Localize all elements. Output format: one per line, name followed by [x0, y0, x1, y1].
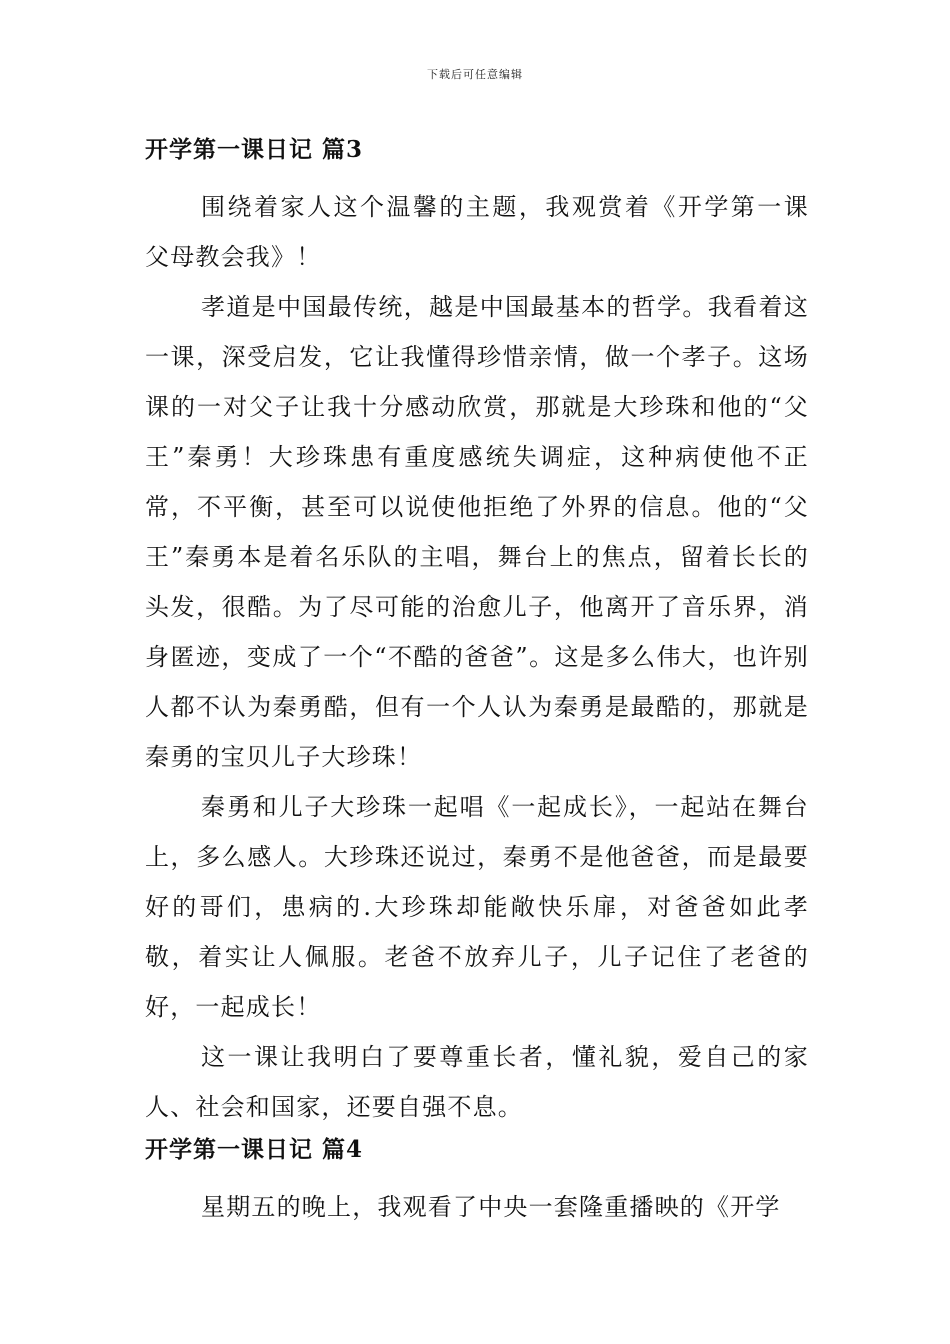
paragraph: 围绕着家人这个温馨的主题，我观赏着《开学第一课 父母教会我》！: [145, 193, 809, 271]
section-3: [145, 132, 809, 1132]
section-4: [145, 1132, 809, 1232]
section-heading: 开学第一课日记 篇3: [145, 136, 364, 163]
paragraph: 秦勇和儿子大珍珠一起唱《一起成长》，一起站在舞台上，多么感人。大珍珠还说过，秦勇不是他爸爸，而是最要好的哥们，患病的.大珍珠却能敞快乐扉，对爸爸如此孝敬，着实让人佩服。老爸不放弃儿子，儿子记住了老爸的好，一起成长！: [145, 793, 809, 1021]
paragraph: 孝道是中国最传统，越是中国最基本的哲学。我看着这一课，深受启发，它让我懂得珍惜亲情，做一个孝子。这场课的一对父子让我十分感动欣赏，那就是大珍珠和他的“父王”秦勇！大珍珠患有重度感统失调症，这种病使他不正常，不平衡，甚至可以说使他拒绝了外界的信息。他的“父王”秦勇本是着名乐队的主唱，舞台上的焦点，留着长长的头发，很酷。为了尽可能的治愈儿子，他离开了音乐界，消身匿迹，变成了一个“不酷的爸爸”。这是多么伟大，也许别人都不认为秦勇酷，但有一个人认为秦勇是最酷的，那就是秦勇的宝贝儿子大珍珠！: [145, 293, 809, 771]
header-note: 下载后可任意编辑: [427, 68, 523, 81]
document-body: [145, 132, 809, 1232]
section-heading: 开学第一课日记 篇4: [145, 1136, 364, 1163]
paragraph: 星期五的晚上，我观看了中央一套隆重播映的《开学: [201, 1193, 781, 1221]
paragraph: 这一课让我明白了要尊重长者，懂礼貌，爱自己的家人、社会和国家，还要自强不息。: [145, 1043, 809, 1121]
